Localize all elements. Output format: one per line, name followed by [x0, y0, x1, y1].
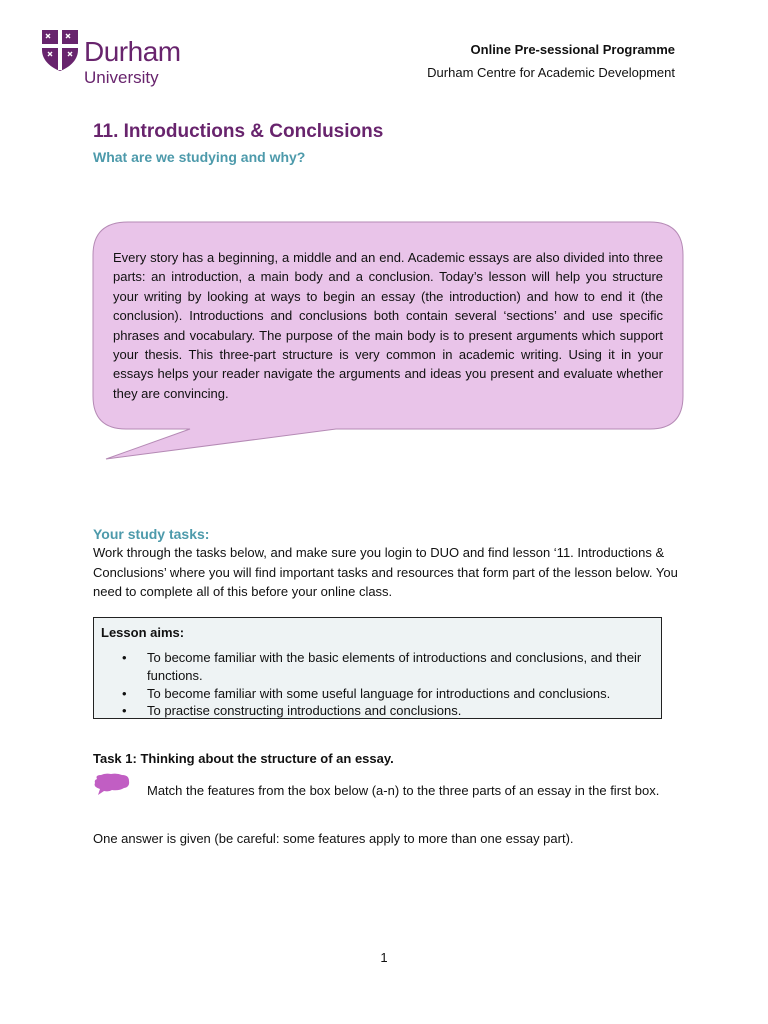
study-tasks-heading: Your study tasks: — [93, 526, 210, 542]
centre-name: Durham Centre for Academic Development — [427, 65, 675, 80]
lesson-aim-item: • To become familiar with some useful language for introductions and conclusions. — [147, 685, 659, 703]
introduction-paragraph: Every story has a beginning, a middle and an end. Academic essays are also divided into three parts: an introduction, a main body and a conclusion. Today’s lesson will help you structure your writing by looking at ways to begin an essay (the introduction) and how to end it (the conclusion). Introductions and conclusions both contain several ‘sections’ and use specific phrases and vocabulary. The purpose of the main body is to present arguments which support your thesis. This three-part structure is very common in academic writing. Using it in your essays helps your reader navigate the arguments and ideas you present and evaluate whether they are convincing. — [113, 250, 663, 401]
logo-name-line1: Durham — [84, 36, 181, 67]
lesson-title: 11. Introductions & Conclusions — [93, 121, 384, 142]
lesson-subtitle: What are we studying and why? — [93, 149, 306, 165]
lesson-aims-title: Lesson aims: — [101, 625, 185, 640]
programme-name: Online Pre-sessional Programme — [470, 42, 675, 57]
lesson-aim-item: • To practise constructing introductions and conclusions. — [147, 702, 659, 720]
lesson-aims-box — [93, 617, 662, 719]
page-number: 1 — [380, 950, 388, 965]
study-tasks-text: Work through the tasks below, and make sure you login to DUO and find lesson ‘11. Introductions & Conclusions’ where you will find important tasks and resources that form part of the lesson below. You need to complete all of this before your online class. — [93, 545, 678, 600]
task1-instruction: Match the features from the box below (a-n) to the three parts of an essay in the first box. — [147, 783, 660, 798]
lesson-aim-item: • To become familiar with the basic elements of introductions and conclusions, and their functions. — [147, 649, 659, 685]
task1-heading: Task 1: Thinking about the structure of an essay. — [93, 751, 394, 766]
logo-name-line2: University — [84, 68, 159, 87]
task1-note: One answer is given (be careful: some features apply to more than one essay part). — [93, 831, 574, 846]
lesson-aims-list — [147, 649, 659, 720]
